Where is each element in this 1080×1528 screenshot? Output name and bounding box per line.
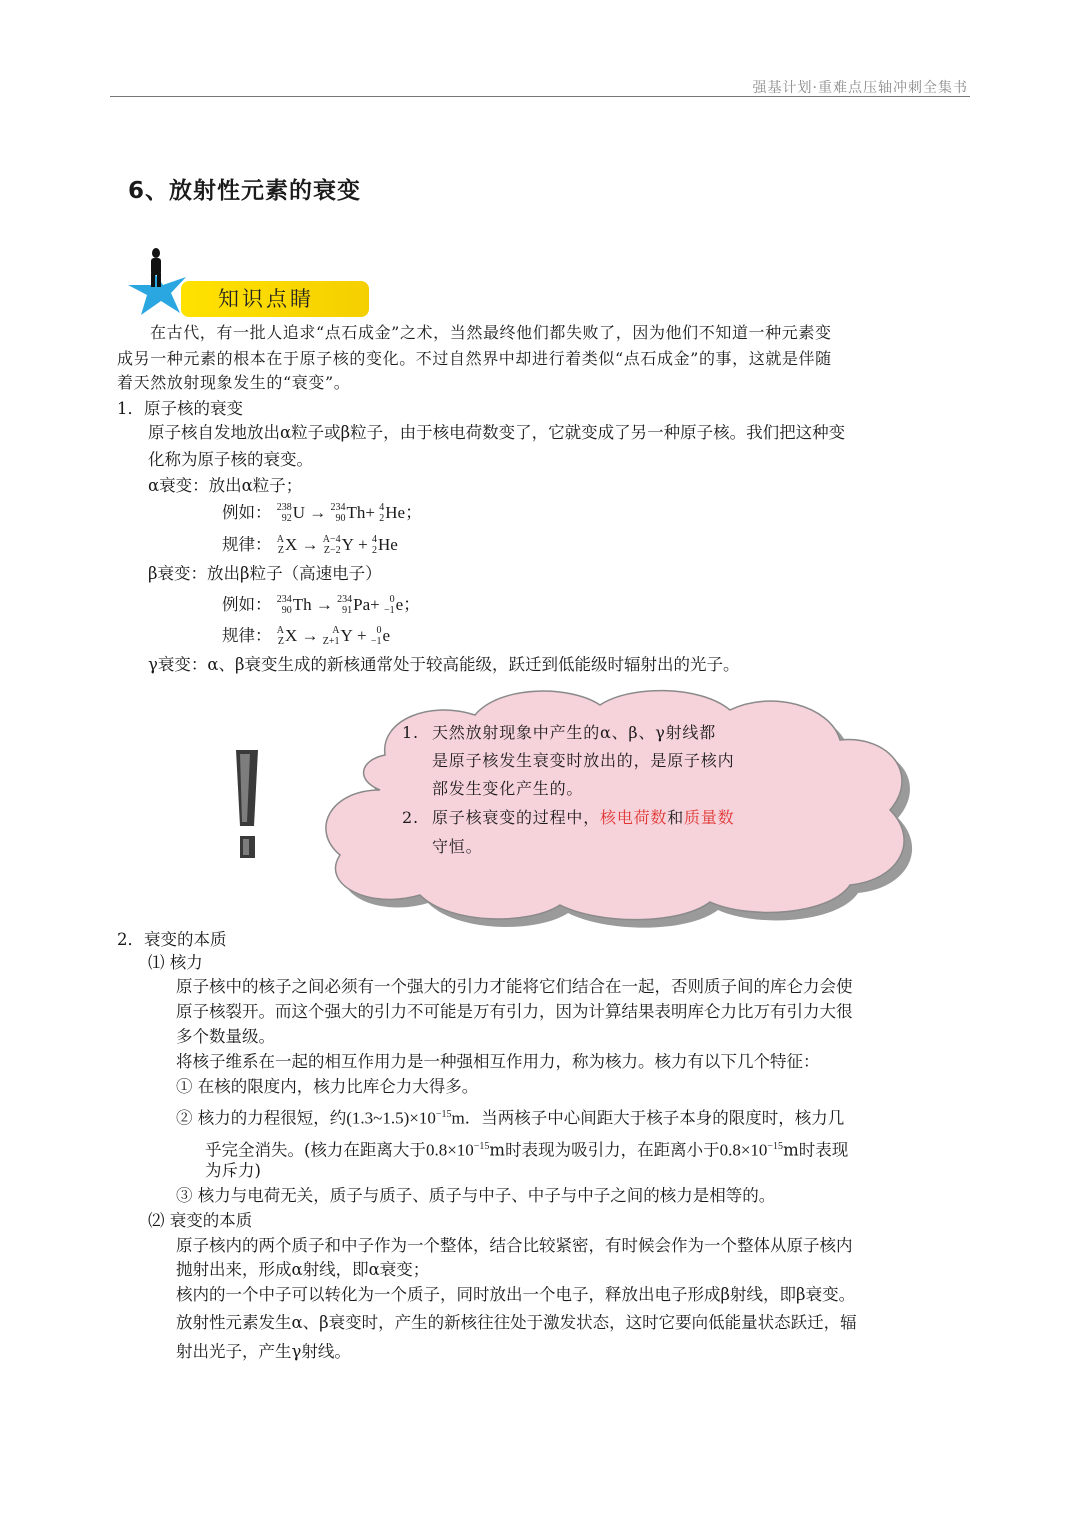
- essence-q3-l2: 射出光子，产生γ射线。: [176, 1342, 351, 1361]
- gamma-line: γ衰变：α、β衰变生成的新核通常处于较高能级，跃迁到低能级时辐射出的光子。: [148, 655, 740, 674]
- book-title-header: 强基计划·重难点压轴冲刺全集书: [752, 80, 968, 96]
- example-label: 例如：: [222, 503, 272, 522]
- alpha-rule-row: [222, 532, 398, 558]
- alpha-rule-formula: A Z X → A−4 Z−2 Y + 4 2 He: [276, 534, 398, 557]
- feature-2-line-1: ② 核力的力程很短，约$(1.3\sim 1.5)\times 10^{-15}m$．当两核子中心间距大于核子本身的限度时，核力几: [176, 1108, 845, 1128]
- beta-example-row: [222, 592, 420, 618]
- rule-label: 规律：: [222, 626, 272, 645]
- essence-q2: 核内的一个中子可以转化为一个质子，同时放出一个电子，释放出电子形成β射线，即β衰变。: [176, 1285, 856, 1304]
- part2-heading: 2．衰变的本质: [117, 930, 227, 949]
- intro-line-3: 着天然放射现象发生的“衰变”。: [117, 373, 351, 392]
- section-title: 6、放射性元素的衰变: [128, 178, 362, 204]
- part1-desc-1: 原子核自发地放出α粒子或β粒子，由于核电荷数变了，它就变成了另一种原子核。我们把这种变: [148, 423, 846, 442]
- essence-q1-l1: 原子核内的两个质子和中子作为一个整体，结合比较紧密，有时候会作为一个整体从原子核内: [176, 1236, 853, 1255]
- exclamation-icon: [228, 748, 268, 863]
- example-label: 例如：: [222, 595, 272, 614]
- alpha-heading: α衰变：放出α粒子；: [148, 476, 303, 495]
- header-divider: [110, 96, 970, 97]
- feature-2-line-3: 为斥力): [205, 1161, 261, 1180]
- notice-item-2-num: 2.: [402, 808, 419, 827]
- person-on-star-icon: [128, 248, 186, 315]
- nuclear-force-p2: 将核子维系在一起的相互作用力是一种强相互作用力，称为核力。核力有以下几个特征：: [176, 1052, 820, 1071]
- feature-1: ① 在核的限度内，核力比库仑力大得多。: [176, 1077, 479, 1096]
- feature-2-line-2: 乎完全消失。(核力在距离大于$0.8\times 10^{-15}m$时表现为吸引力，在距离小于$0.8\times 10^{-15}m$时表现: [205, 1140, 849, 1160]
- intro-line-2: 成另一种元素的根本在于原子核的变化。不过自然界中却进行着类似“点石成金”的事，这就是伴随: [117, 349, 832, 368]
- notice-item-2-line-2: 守恒。: [432, 837, 483, 856]
- nuclear-force-p1-l1: 原子核中的核子之间必须有一个强大的引力才能将它们结合在一起，否则质子间的库仑力会使: [176, 977, 853, 996]
- beta-rule-row: [222, 623, 390, 649]
- banner-label: 知识点睛: [218, 287, 314, 311]
- emphasis-mass-number: 质量数: [684, 808, 735, 827]
- rule-label: 规律：: [222, 535, 272, 554]
- intro-line-1: 在古代，有一批人追求“点石成金”之术，当然最终他们都失败了，因为他们不知道一种元素变: [150, 323, 832, 342]
- part2-sub-2: ⑵ 衰变的本质: [148, 1211, 253, 1230]
- alpha-example-row: [222, 500, 422, 526]
- part1-heading: 1．原子核的衰变: [117, 399, 243, 418]
- notice-item-2-line-1: 原子核衰变的过程中，核电荷数和质量数: [432, 808, 735, 827]
- beta-example-formula: 234 90 Th → 234 91 Pa+ 0 −1 e；: [276, 594, 421, 617]
- emphasis-charge-number: 核电荷数: [600, 808, 668, 827]
- nuclear-force-p1-l2: 原子核裂开。而这个强大的引力不可能是万有引力，因为计算结果表明库仑力比万有引力大很: [176, 1002, 853, 1021]
- notice-item-1-line-1: 天然放射现象中产生的α、β、γ射线都: [432, 723, 717, 742]
- notice-item-1-line-2: 是原子核发生衰变时放出的，是原子核内: [432, 751, 735, 770]
- nuclear-force-p1-l3: 多个数量级。: [176, 1027, 275, 1046]
- notice-item-1-num: 1.: [402, 723, 419, 742]
- essence-q1-l2: 抛射出来，形成α射线，即α衰变；: [176, 1260, 430, 1279]
- beta-heading: β衰变：放出β粒子（高速电子）: [148, 564, 382, 583]
- notice-item-1-line-3: 部发生变化产生的。: [432, 779, 584, 798]
- beta-rule-formula: A Z X → A Z+1 Y + 0 −1 e: [276, 625, 391, 648]
- part2-sub-1: ⑴ 核力: [148, 953, 203, 972]
- essence-q3-l1: 放射性元素发生α、β衰变时，产生的新核往往处于激发状态，这时它要向低能量状态跃迁，辐: [176, 1313, 857, 1332]
- alpha-example-formula: 238 92 U → 234 90 Th+ 4 2 He；: [276, 502, 423, 525]
- feature-3: ③ 核力与电荷无关，质子与质子、质子与中子、中子与中子之间的核力是相等的。: [176, 1186, 776, 1205]
- part1-desc-2: 化称为原子核的衰变。: [148, 450, 313, 469]
